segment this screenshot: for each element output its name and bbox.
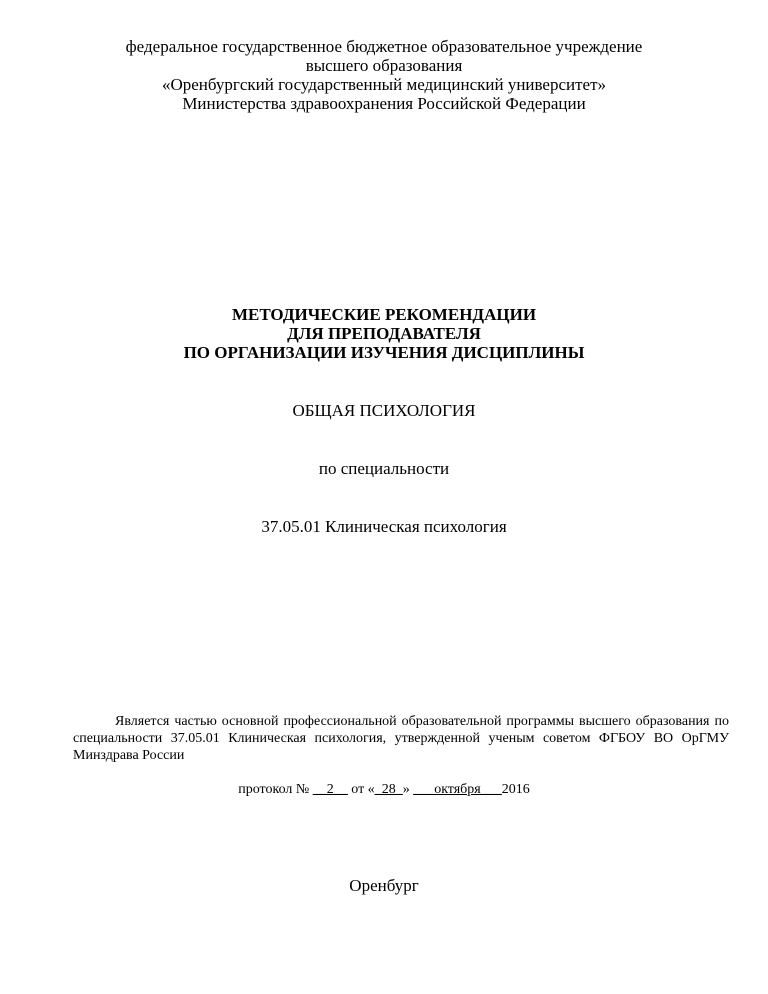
institution-line-3: «Оренбургский государственный медицинский университет»: [161, 75, 607, 94]
document-title-line-2: ДЛЯ ПРЕПОДАВАТЕЛЯ: [287, 324, 481, 343]
institution-line-4: Министерства здравоохранения Российской Федерации: [182, 94, 586, 113]
document-title-line-1: МЕТОДИЧЕСКИЕ РЕКОМЕНДАЦИИ: [231, 305, 537, 324]
protocol-day: _28_: [374, 782, 403, 797]
specialty-name: 37.05.01 Клиническая психология: [261, 517, 507, 536]
program-note-text: Является частью основной профессиональной образовательной программы высшего образования по специальности 37.05.01 Клиническая психология, утвержденной ученым советом ФГБОУ ВО ОрГМУ Минздрава России: [73, 714, 729, 763]
protocol-month: ___октября___: [413, 782, 502, 797]
protocol-close: »: [402, 782, 414, 797]
protocol-line: [0, 783, 768, 797]
protocol-from: от «: [347, 782, 375, 797]
city-name: Оренбург: [349, 876, 419, 895]
document-title-line-3: ПО ОРГАНИЗАЦИИ ИЗУЧЕНИЯ ДИСЦИПЛИНЫ: [183, 343, 585, 362]
protocol-year: 2016: [501, 782, 530, 797]
program-note: [73, 713, 729, 764]
institution-line-2: высшего образования: [305, 56, 463, 75]
protocol-prefix: протокол №: [238, 782, 313, 797]
specialty-label: по специальности: [318, 459, 450, 478]
protocol-number: __2__: [312, 782, 348, 797]
discipline-name: ОБЩАЯ ПСИХОЛОГИЯ: [292, 401, 476, 420]
institution-line-1: федеральное государственное бюджетное образовательное учреждение: [125, 37, 643, 56]
